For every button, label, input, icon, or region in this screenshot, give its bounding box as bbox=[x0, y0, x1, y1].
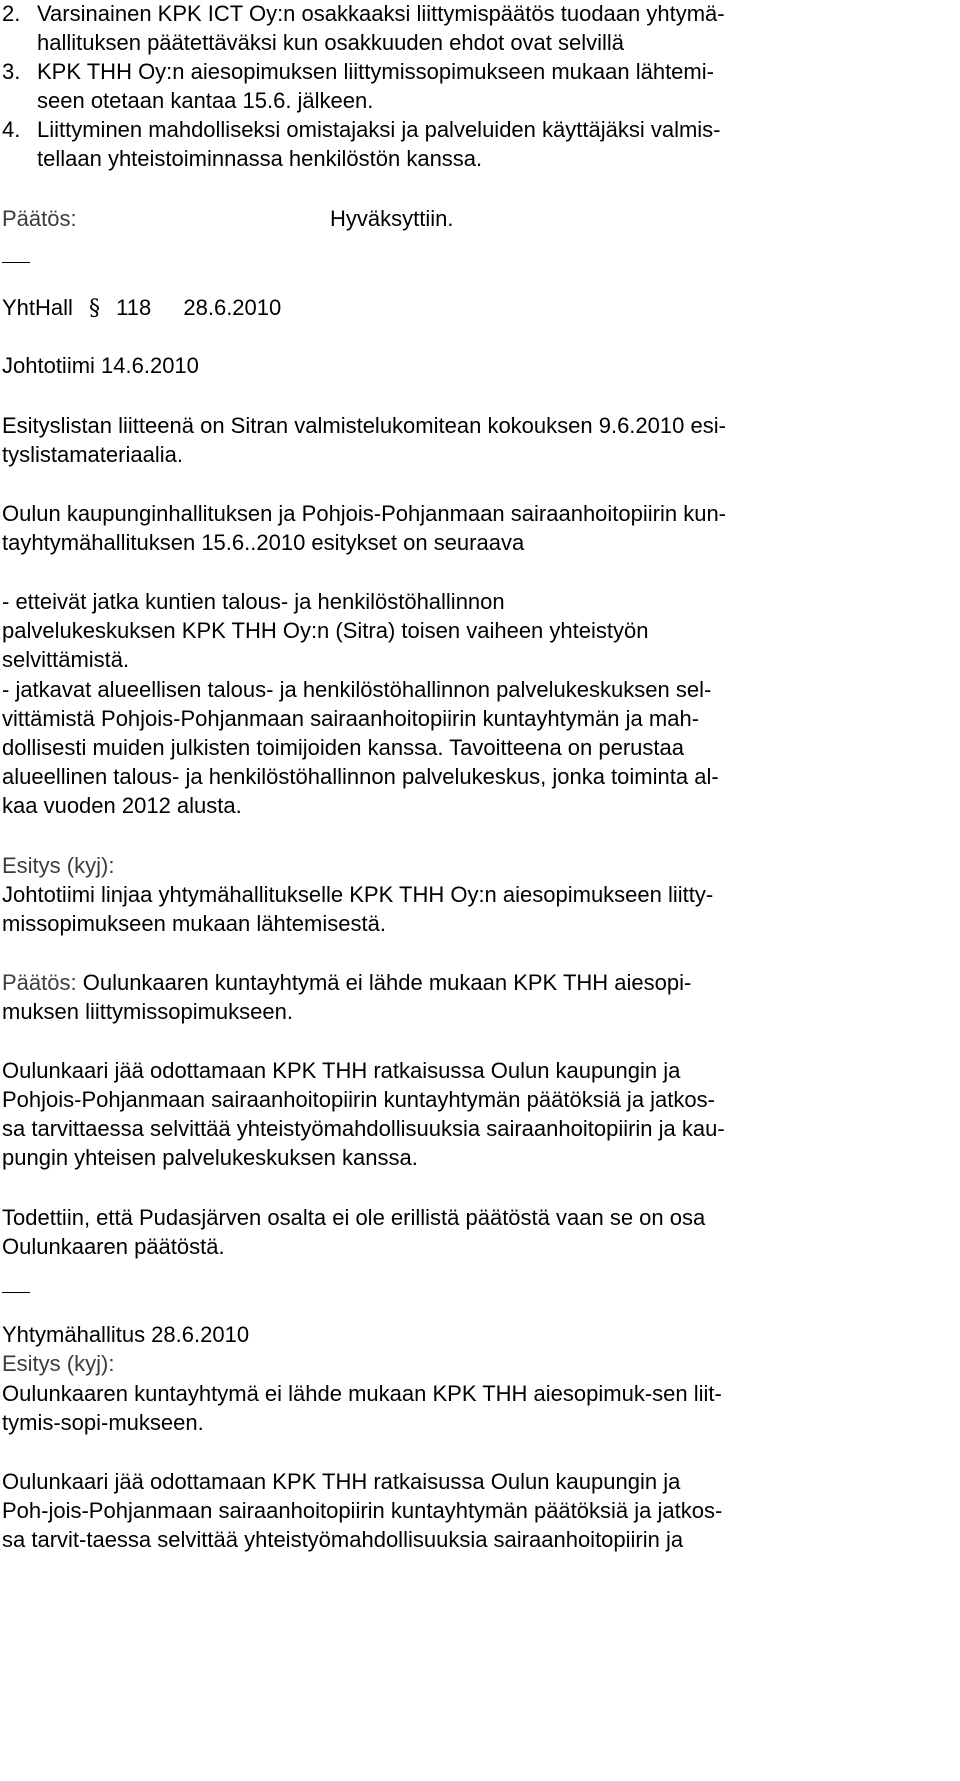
bullet-line: - etteivät jatka kuntien talous- ja henkilöstöhallinnon bbox=[2, 589, 505, 614]
paragraph-line: sa tarvit-taessa selvittää yhteistyömahdollisuuksia sairaanhoitopiirin ja bbox=[2, 1527, 684, 1552]
paragraph-line: tyslistamateriaalia. bbox=[2, 442, 183, 467]
section-date: 28.6.2010 bbox=[183, 295, 282, 320]
paragraph-line: pungin yhteisen palvelukeskuksen kanssa. bbox=[2, 1145, 418, 1170]
proposal-label: Esitys (kyj): bbox=[2, 853, 115, 878]
bullet-line: kaa vuoden 2012 alusta. bbox=[2, 793, 242, 818]
decision-value: Hyväksyttiin. bbox=[330, 206, 454, 231]
section-sign-icon: § bbox=[89, 296, 101, 321]
paragraph-line: tayhtymähallituksen 15.6..2010 esitykset on seuraava bbox=[2, 530, 525, 555]
list-number: 4. bbox=[2, 117, 21, 142]
section-header bbox=[2, 294, 281, 323]
decision-line: muksen liittymissopimukseen. bbox=[2, 999, 293, 1024]
bullet-line: palvelukeskuksen KPK THH Oy:n (Sitra) toisen vaiheen yhteistyön bbox=[2, 618, 649, 643]
decision-label: Päätös: bbox=[2, 206, 77, 231]
list-item-line: tellaan yhteistoiminnassa henkilöstön kanssa. bbox=[37, 146, 483, 171]
paragraph-line: Todettiin, että Pudasjärven osalta ei ole erillistä päätöstä vaan se on osa bbox=[2, 1205, 706, 1230]
proposal-line: tymis-sopi-mukseen. bbox=[2, 1410, 204, 1435]
paragraph-line: Esityslistan liitteenä on Sitran valmistelukomitean kokouksen 9.6.2010 esi- bbox=[2, 413, 726, 438]
paragraph-line: Oulun kaupunginhallituksen ja Pohjois-Pohjanmaan sairaanhoitopiirin kun- bbox=[2, 501, 727, 526]
separator-dash bbox=[2, 1292, 30, 1293]
decision-line bbox=[2, 969, 691, 997]
separator-dash bbox=[2, 262, 30, 263]
section-number: 118 bbox=[116, 295, 152, 320]
paragraph-line: Poh-jois-Pohjanmaan sairaanhoitopiirin kuntayhtymän päätöksiä ja jatkos- bbox=[2, 1498, 723, 1523]
list-item-line: Varsinainen KPK ICT Oy:n osakkaaksi liittymispäätös tuodaan yhtymä- bbox=[37, 1, 725, 26]
paragraph-line: sa tarvittaessa selvittää yhteistyömahdollisuuksia sairaanhoitopiirin ja kau- bbox=[2, 1116, 725, 1141]
proposal-line: Oulunkaaren kuntayhtymä ei lähde mukaan KPK THH aiesopimuk-sen liit- bbox=[2, 1381, 722, 1406]
section-body: YhtHall bbox=[2, 295, 73, 320]
list-item-line: Liittyminen mahdolliseksi omistajaksi ja palveluiden käyttäjäksi valmis- bbox=[37, 117, 721, 142]
bullet-line: dollisesti muiden julkisten toimijoiden kanssa. Tavoitteena on perustaa bbox=[2, 735, 684, 760]
bullet-line: vittämistä Pohjois-Pohjanmaan sairaanhoitopiirin kuntayhtymän ja mah- bbox=[2, 706, 700, 731]
paragraph-line: Oulunkaari jää odottamaan KPK THH ratkaisussa Oulun kaupungin ja bbox=[2, 1058, 681, 1083]
paragraph-line: Oulunkaari jää odottamaan KPK THH ratkaisussa Oulun kaupungin ja bbox=[2, 1469, 681, 1494]
paragraph-line: Pohjois-Pohjanmaan sairaanhoitopiirin kuntayhtymän päätöksiä ja jatkos- bbox=[2, 1087, 715, 1112]
bullet-line: alueellinen talous- ja henkilöstöhallinnon palvelukeskus, jonka toiminta al- bbox=[2, 764, 719, 789]
list-item-line: hallituksen päätettäväksi kun osakkuuden ehdot ovat selvillä bbox=[37, 30, 625, 55]
bullet-line: - jatkavat alueellisen talous- ja henkilöstöhallinnon palvelukeskuksen sel- bbox=[2, 677, 712, 702]
list-item-line: seen otetaan kantaa 15.6. jälkeen. bbox=[37, 88, 374, 113]
paragraph-line: Oulunkaaren päätöstä. bbox=[2, 1234, 225, 1259]
decision-label: Päätös: bbox=[2, 970, 77, 995]
list-number: 3. bbox=[2, 59, 21, 84]
meeting-header: Yhtymähallitus 28.6.2010 bbox=[2, 1322, 250, 1347]
subheader: Johtotiimi 14.6.2010 bbox=[2, 353, 199, 378]
proposal-label: Esitys (kyj): bbox=[2, 1351, 115, 1376]
list-item-line: KPK THH Oy:n aiesopimuksen liittymissopimukseen mukaan lähtemi- bbox=[37, 59, 714, 84]
bullet-line: selvittämistä. bbox=[2, 647, 130, 672]
proposal-line: Johtotiimi linjaa yhtymähallitukselle KPK THH Oy:n aiesopimukseen liitty- bbox=[2, 882, 714, 907]
decision-text: Oulunkaaren kuntayhtymä ei lähde mukaan KPK THH aiesopi- bbox=[76, 970, 692, 995]
proposal-line: missopimukseen mukaan lähtemisestä. bbox=[2, 911, 386, 936]
list-number: 2. bbox=[2, 1, 21, 26]
